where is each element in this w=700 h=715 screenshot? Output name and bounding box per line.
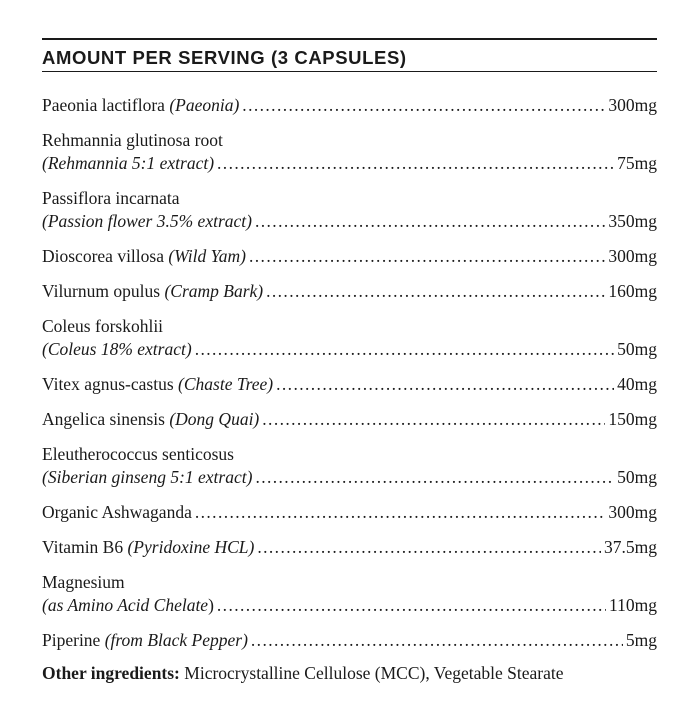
ingredient-row-angelica <box>42 408 657 431</box>
ingredient-row-magnesium <box>42 571 657 617</box>
ingredient-name: Piperine <box>42 630 105 650</box>
dot-leader <box>251 629 623 652</box>
ingredient-row-rehmannia <box>42 129 657 175</box>
ingredient-detail: (Wild Yam) <box>168 246 246 266</box>
dot-leader <box>255 210 605 233</box>
ingredient-row-eleutherococcus <box>42 443 657 489</box>
other-ingredients-text: Microcrystalline Cellulose (MCC), Vegetable Stearate <box>179 663 564 683</box>
ingredient-row-coleus <box>42 315 657 361</box>
ingredient-name: Angelica sinensis <box>42 409 170 429</box>
ingredient-name: Dioscorea villosa <box>42 246 169 266</box>
dot-leader <box>217 594 606 617</box>
dot-leader <box>255 466 614 489</box>
ingredient-detail: (Rehmannia 5:1 extract) <box>42 153 215 173</box>
ingredient-detail: (Pyridoxine HCL) <box>127 537 255 557</box>
dot-leader <box>276 373 614 396</box>
header-rule <box>42 71 657 72</box>
ingredient-row-ashwaganda <box>42 501 657 524</box>
dot-leader <box>266 280 605 303</box>
ingredient-amount: 40mg <box>617 374 657 394</box>
ingredient-amount: 75mg <box>617 153 657 173</box>
ingredient-name: Vitamin B6 <box>42 537 128 557</box>
ingredient-row-passiflora <box>42 187 657 233</box>
ingredient-row-piperine <box>42 629 657 652</box>
dot-leader <box>249 245 605 268</box>
dot-leader <box>195 501 606 524</box>
ingredient-amount: 110mg <box>609 595 657 615</box>
ingredient-amount: 350mg <box>608 211 657 231</box>
ingredient-name: Magnesium <box>42 572 125 592</box>
ingredient-detail: Amino Acid Chelate <box>67 595 209 615</box>
ingredient-detail-suffix: ) <box>208 595 214 615</box>
ingredient-amount: 300mg <box>608 95 657 115</box>
ingredient-detail: (Cramp Bark) <box>164 281 264 301</box>
ingredient-list <box>42 94 657 652</box>
dot-leader <box>195 338 614 361</box>
ingredient-detail: (Passion flower 3.5% extract) <box>42 211 252 231</box>
ingredient-name: Eleutherococcus senticosus <box>42 444 234 464</box>
other-ingredients-label: Other ingredients: <box>42 663 180 683</box>
ingredient-detail-prefix: (as <box>42 595 68 615</box>
ingredient-name: Vilurnum opulus <box>42 281 165 301</box>
ingredient-row-paeonia <box>42 94 657 117</box>
ingredient-amount: 50mg <box>617 467 657 487</box>
ingredient-detail: (Dong Quai) <box>169 409 260 429</box>
ingredient-detail: (Siberian ginseng 5:1 extract) <box>42 467 253 487</box>
ingredient-row-vilurnum <box>42 280 657 303</box>
dot-leader <box>262 408 605 431</box>
ingredient-name: Paeonia lactiflora <box>42 95 170 115</box>
ingredient-amount: 5mg <box>625 630 657 650</box>
ingredient-name: Passiflora incarnata <box>42 188 180 208</box>
ingredient-name: Coleus forskohlii <box>42 316 164 336</box>
ingredient-row-vitamin-b6 <box>42 536 657 559</box>
ingredient-amount: 150mg <box>608 409 657 429</box>
ingredient-amount: 37.5mg <box>604 537 657 557</box>
ingredient-detail: (Coleus 18% extract) <box>42 339 192 359</box>
other-ingredients <box>42 662 657 685</box>
ingredient-name: Organic Ashwaganda <box>42 502 192 522</box>
dot-leader <box>257 536 601 559</box>
dot-leader <box>242 94 605 117</box>
ingredient-name: Rehmannia glutinosa root <box>42 130 223 150</box>
dot-leader <box>217 152 614 175</box>
ingredient-amount: 160mg <box>608 281 657 301</box>
ingredient-detail: (Chaste Tree) <box>178 374 274 394</box>
ingredient-name: Vitex agnus-castus <box>42 374 179 394</box>
ingredient-amount: 50mg <box>617 339 657 359</box>
ingredient-detail: (Paeonia) <box>169 95 240 115</box>
ingredient-amount: 300mg <box>608 502 657 522</box>
serving-header: AMOUNT PER SERVING (3 CAPSULES) <box>42 47 407 68</box>
ingredient-row-dioscorea <box>42 245 657 268</box>
supplement-facts-panel <box>42 38 657 685</box>
ingredient-amount: 300mg <box>608 246 657 266</box>
ingredient-detail: (from Black Pepper) <box>104 630 248 650</box>
ingredient-row-vitex <box>42 373 657 396</box>
